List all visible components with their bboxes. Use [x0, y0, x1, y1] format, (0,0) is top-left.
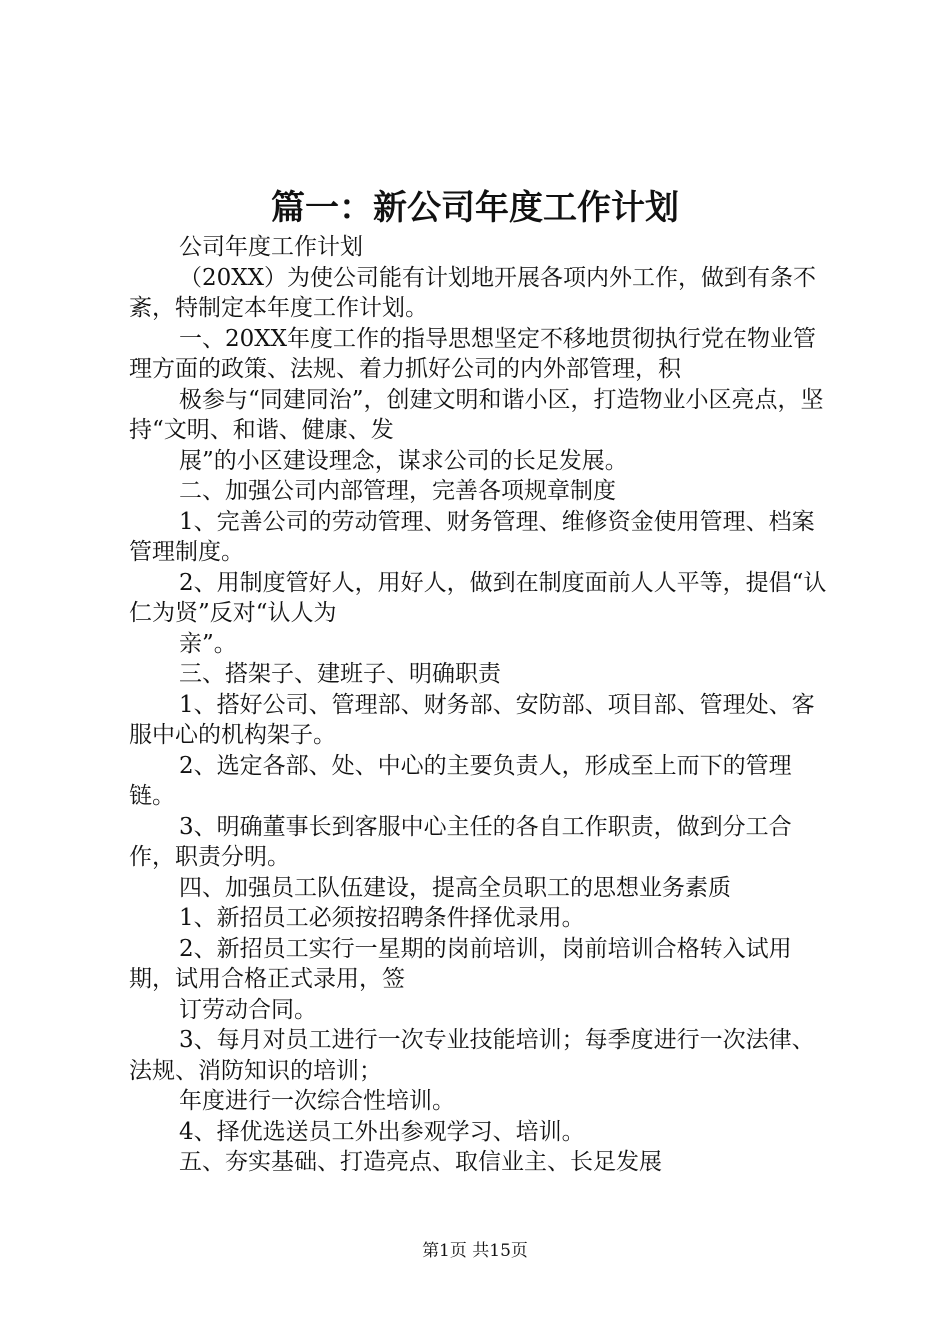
paragraph: 1、搭好公司、管理部、财务部、安防部、项目部、管理处、客服中心的机构架子。 [129, 691, 815, 748]
page-footer: 第1页 共15页 [422, 1241, 528, 1261]
paragraph: 3、每月对员工进行一次专业技能培训；每季度进行一次法律、法规、消防知识的培训； [129, 1027, 815, 1084]
paragraph: 二、加强公司内部管理，完善各项规章制度 [179, 478, 616, 504]
paragraph: 4、择优选送员工外出参观学习、培训。 [179, 1118, 585, 1145]
paragraph: 3、明确董事长到客服中心主任的各自工作职责，做到分工合作，职责分明。 [129, 813, 792, 870]
document-title: 篇一：新公司年度工作计划 [271, 188, 679, 228]
paragraph: 亲”。 [179, 630, 237, 657]
paragraph: 三、搭架子、建班子、明确职责 [179, 661, 501, 687]
paragraph: 2、选定各部、处、中心的主要负责人，形成至上而下的管理链。 [129, 752, 792, 809]
paragraph: 公司年度工作计划 [179, 234, 363, 260]
paragraph: 2、新招员工实行一星期的岗前培训，岗前培训合格转入试用期，试用合格正式录用，签 [129, 935, 792, 992]
paragraph: 1、完善公司的劳动管理、财务管理、维修资金使用管理、档案管理制度。 [129, 508, 815, 565]
paragraph: 年度进行一次综合性培训。 [179, 1088, 455, 1114]
paragraph: 订劳动合同。 [179, 996, 317, 1023]
paragraph: 五、夯实基础、打造亮点、取信业主、长足发展 [179, 1149, 662, 1175]
paragraph: 极参与“同建同治”，创建文明和谐小区，打造物业小区亮点，坚持“文明、和谐、健康、发 [129, 386, 824, 443]
paragraph: 一、20XX年度工作的指导思想坚定不移地贯彻执行党在物业管理方面的政策、法规、着力抓好公司的内外部管理，积 [129, 325, 817, 382]
paragraph: 2、用制度管好人，用好人，做到在制度面前人人平等，提倡“认仁为贤”反对“认人为 [129, 569, 827, 626]
document-body [129, 232, 834, 1178]
paragraph: （20XX）为使公司能有计划地开展各项内外工作，做到有条不紊，特制定本年度工作计划。 [129, 264, 817, 321]
paragraph: 1、新招员工必须按招聘条件择优录用。 [179, 905, 585, 931]
paragraph: 展”的小区建设理念，谋求公司的长足发展。 [179, 447, 628, 474]
paragraph: 四、加强员工队伍建设，提高全员职工的思想业务素质 [179, 874, 731, 901]
